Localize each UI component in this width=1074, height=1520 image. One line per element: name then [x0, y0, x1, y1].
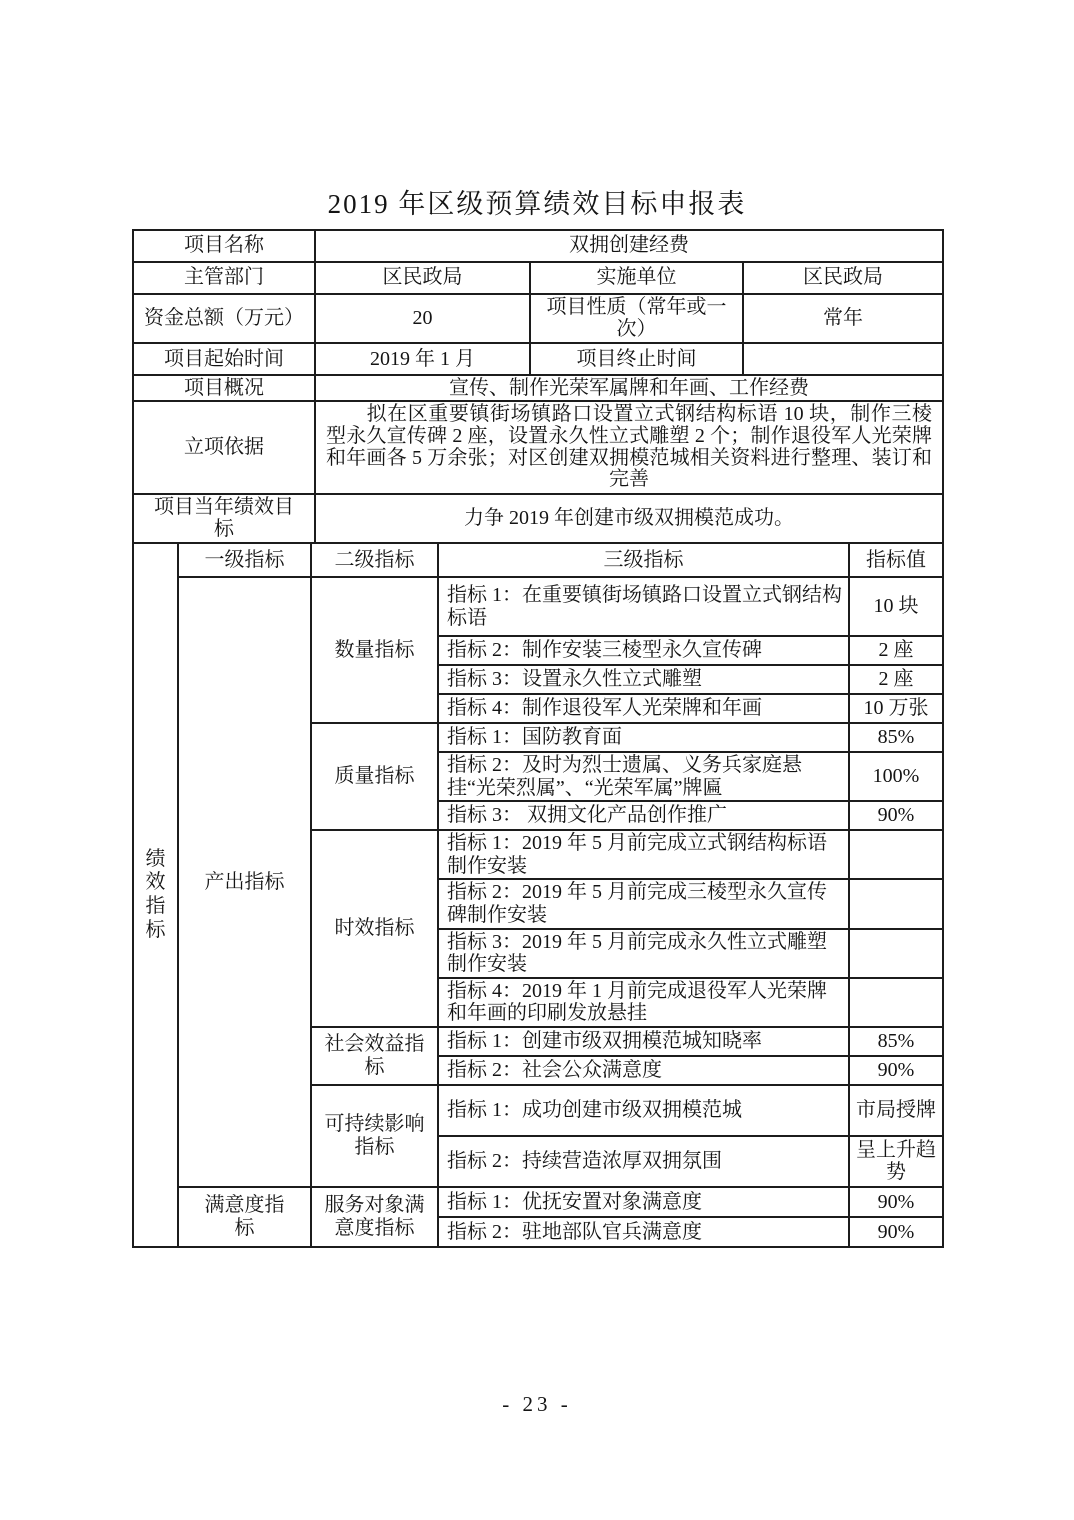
nature-label: 项目性质（常年或一次）	[530, 294, 743, 343]
indicator-value: 100%	[849, 752, 943, 801]
level2-social-benefit-indicators: 社会效益指标	[311, 1027, 438, 1085]
indicator-name: 指标 3：设置永久性立式雕塑	[438, 665, 849, 694]
col-header-level2: 二级指标	[311, 543, 438, 577]
indicator-value: 2 座	[849, 636, 943, 665]
project-name-label: 项目名称	[133, 230, 315, 262]
level2-service-target-satisfaction: 服务对象满意度指标	[311, 1187, 438, 1247]
project-name-value: 双拥创建经费	[315, 230, 943, 262]
indicator-value: 2 座	[849, 665, 943, 694]
indicator-value: 90%	[849, 1056, 943, 1085]
indicator-value: 10 块	[849, 577, 943, 636]
level2-quantity-indicators: 数量指标	[311, 577, 438, 723]
annual-goal-label: 项目当年绩效目标	[133, 494, 315, 543]
indicator-name: 指标 2：制作安装三棱型永久宣传碑	[438, 636, 849, 665]
col-header-value: 指标值	[849, 543, 943, 577]
indicator-name: 指标 2：2019 年 5 月前完成三棱型永久宣传碑制作安装	[438, 879, 849, 928]
project-info-table	[132, 229, 944, 544]
indicator-value: 市局授牌	[849, 1085, 943, 1136]
level2-timeliness-indicators: 时效指标	[311, 830, 438, 1027]
level2-quality-indicators: 质量指标	[311, 723, 438, 830]
level2-sustainable-impact-indicators: 可持续影响指标	[311, 1085, 438, 1187]
indicator-value: 90%	[849, 801, 943, 830]
impl-unit-label: 实施单位	[530, 262, 743, 294]
start-time-label: 项目起始时间	[133, 343, 315, 375]
indicator-name: 指标 1：2019 年 5 月前完成立式钢结构标语制作安装	[438, 830, 849, 879]
impl-unit-value: 区民政局	[743, 262, 943, 294]
indicator-name: 指标 2：持续营造浓厚双拥氛围	[438, 1136, 849, 1187]
indicator-name: 指标 1：创建市级双拥模范城知晓率	[438, 1027, 849, 1056]
basis-text: 拟在区重要镇街场镇路口设置立式钢结构标语 10 块，制作三棱型永久宣传碑 2 座，设置永久性立式雕塑 2 个；制作退役军人光荣牌和年画各 5 万余张；对区创建双拥模范城相关资料进行整理、装订和完善	[326, 403, 933, 491]
end-time-value	[743, 343, 943, 375]
col-header-level1: 一级指标	[178, 543, 311, 577]
indicator-value	[849, 879, 943, 928]
nature-value: 常年	[743, 294, 943, 343]
basis-value	[315, 401, 943, 493]
indicator-value: 85%	[849, 1027, 943, 1056]
level1-satisfaction-indicators: 满意度指标	[178, 1187, 311, 1247]
indicator-value	[849, 978, 943, 1027]
overview-value: 宣传、制作光荣军属牌和年画、工作经费	[315, 375, 943, 402]
indicator-name: 指标 1：国防教育面	[438, 723, 849, 752]
indicator-value: 呈上升趋势	[849, 1136, 943, 1187]
page-number: - 23 -	[502, 1392, 572, 1416]
indicator-value	[849, 830, 943, 879]
indicator-name: 指标 2：驻地部队官兵满意度	[438, 1217, 849, 1247]
performance-indicators-side-cell	[133, 543, 178, 1247]
col-header-level3: 三级指标	[438, 543, 849, 577]
indicator-name: 指标 2：及时为烈士遗属、义务兵家庭悬挂“光荣烈属”、“光荣军属”牌匾	[438, 752, 849, 801]
level1-output-indicators: 产出指标	[178, 577, 311, 1187]
indicator-name: 指标 3：2019 年 5 月前完成永久性立式雕塑制作安装	[438, 929, 849, 978]
annual-goal-value: 力争 2019 年创建市级双拥模范成功。	[315, 494, 943, 543]
dept-label: 主管部门	[133, 262, 315, 294]
indicator-name: 指标 4：2019 年 1 月前完成退役军人光荣牌和年画的印刷发放悬挂	[438, 978, 849, 1027]
indicator-value: 90%	[849, 1187, 943, 1217]
fund-value: 20	[315, 294, 530, 343]
indicator-value: 85%	[849, 723, 943, 752]
overview-label: 项目概况	[133, 375, 315, 402]
indicator-name: 指标 1：优抚安置对象满意度	[438, 1187, 849, 1217]
indicator-name: 指标 4：制作退役军人光荣牌和年画	[438, 694, 849, 723]
indicator-name: 指标 2：社会公众满意度	[438, 1056, 849, 1085]
performance-indicators-side-label: 绩效指标	[145, 847, 166, 941]
basis-label: 立项依据	[133, 401, 315, 493]
indicator-value	[849, 929, 943, 978]
indicator-value: 90%	[849, 1217, 943, 1247]
fund-label: 资金总额（万元）	[133, 294, 315, 343]
start-time-value: 2019 年 1 月	[315, 343, 530, 375]
indicator-value: 10 万张	[849, 694, 943, 723]
document-title: 2019 年区级预算绩效目标申报表	[327, 189, 747, 219]
indicators-table	[132, 542, 944, 1248]
indicator-name: 指标 1：在重要镇街场镇路口设置立式钢结构标语	[438, 577, 849, 636]
indicator-name: 指标 3： 双拥文化产品创作推广	[438, 801, 849, 830]
dept-value: 区民政局	[315, 262, 530, 294]
indicator-name: 指标 1：成功创建市级双拥模范城	[438, 1085, 849, 1136]
end-time-label: 项目终止时间	[530, 343, 743, 375]
